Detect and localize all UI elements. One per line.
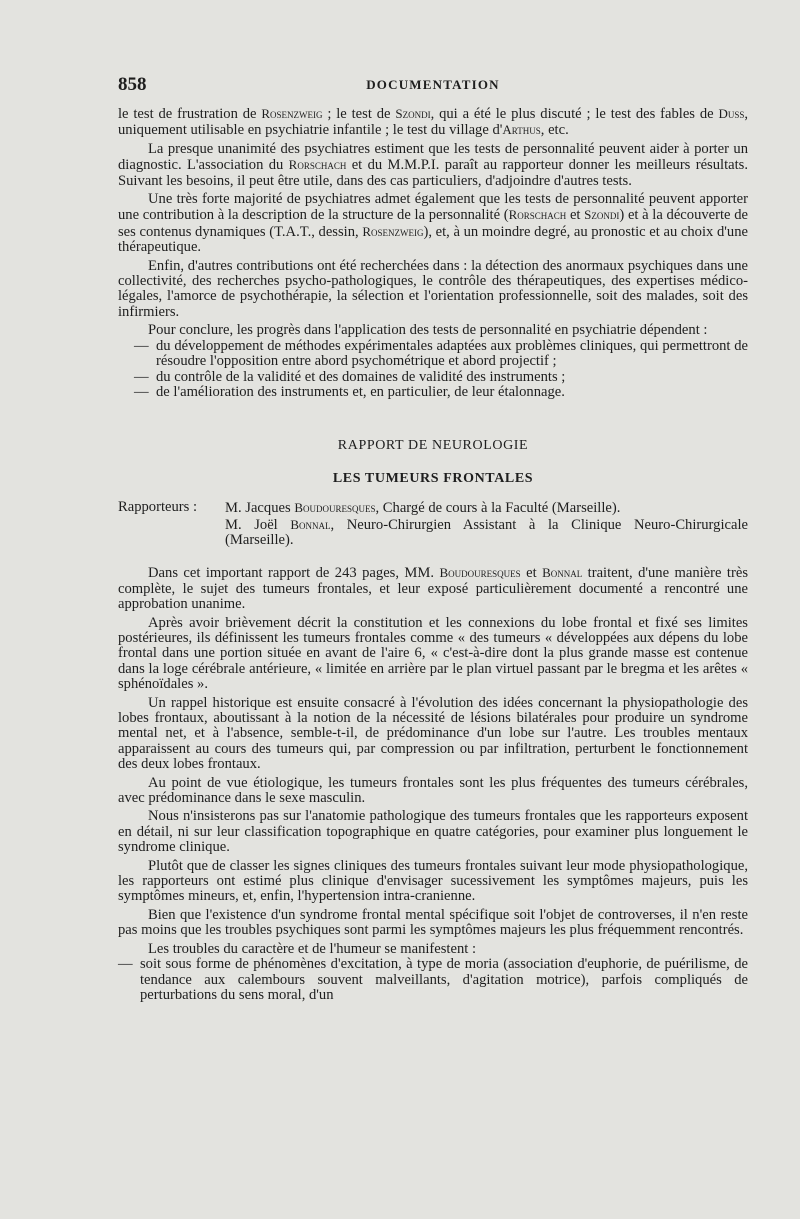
author-name: Boudouresques bbox=[439, 565, 521, 581]
paragraph-unanimity: La presque unanimité des psychiatres estiment que les tests de personnalité peuvent aider à porter un diagnostic. L'association du Rorschach et du M.M.P.I. paraît au rapporteur donner les meilleurs résultats. Suivant les besoins, il peut être utile, dans des cas particuliers, d'adjoindre d'autres tests. bbox=[118, 140, 748, 189]
section-title: RAPPORT DE NEUROLOGIE bbox=[337, 438, 529, 454]
running-title: DOCUMENTATION bbox=[366, 77, 500, 92]
page-number: 858 bbox=[118, 74, 147, 95]
author-name: Duss bbox=[718, 106, 745, 121]
author-name: Bonnal bbox=[290, 516, 331, 532]
author-name: Boudouresques bbox=[294, 500, 376, 516]
body-text bbox=[118, 106, 748, 1003]
author-name: Arthus bbox=[502, 122, 541, 138]
list-item: — du contrôle de la validité et des domaines de validité des instruments ; bbox=[118, 370, 748, 385]
rapporteurs-block bbox=[118, 500, 748, 548]
paragraph-etiology: Au point de vue étiologique, les tumeurs frontales sont les plus fréquentes des tumeurs cérébrales, avec prédominance dans le sexe masculin. bbox=[118, 774, 748, 807]
list-item: — de l'amélioration des instruments et, en particulier, de leur étalonnage. bbox=[118, 385, 748, 400]
author-name: Rosenzweig bbox=[362, 223, 424, 239]
paragraph-report-summary: Dans cet important rapport de 243 pages, MM. Boudouresques et Bonnal traitent, d'une manière très complète, le sujet des tumeurs frontales, et leur exposé particulièrement documenté a rencontré une approbation unanime. bbox=[118, 565, 748, 613]
troubles-list bbox=[118, 957, 748, 1003]
paragraph-mental-syndrome: Bien que l'existence d'un syndrome frontal mental spécifique soit l'objet de controverses, il n'en reste pas moins que les troubles psychiques sont parmi les symptômes majeurs les plus fréquemment rencontrés. bbox=[118, 906, 748, 939]
list-item: — soit sous forme de phénomènes d'excitation, à type de moria (association d'euphorie, de puérilisme, de tendance aux calembours souvent malveillants, d'agitation motrice), parfois compliqués de perturbations du sens moral, d'un bbox=[118, 957, 748, 1003]
author-name: Rorschach bbox=[288, 157, 347, 173]
page-header bbox=[118, 74, 748, 98]
list-item: — du développement de méthodes expérimentales adaptées aux problèmes cliniques, qui permettront de résoudre l'opposition entre abord psychométrique et abord projectif ; bbox=[118, 339, 748, 370]
author-name: Bonnal bbox=[542, 565, 583, 581]
paragraph-character-troubles: Les troubles du caractère et de l'humeur se manifestent : bbox=[148, 940, 477, 957]
paragraph-other-contributions: Enfin, d'autres contributions ont été recherchées dans : la détection des anormaux psychiques dans une collectivité, des recherches psycho-pathologiques, le contrôle des thérapeutiques, des expertises médico-légales, l'amorce de psychothérapie, la sélection et l'orientation professionnelle, soit des malades, soit des infirmiers. bbox=[118, 257, 748, 320]
subsection-title: LES TUMEURS FRONTALES bbox=[332, 470, 534, 486]
author-name: Rorschach bbox=[508, 207, 567, 223]
author-name: Szondi bbox=[395, 106, 431, 121]
paragraph-majority: Une très forte majorité de psychiatres admet également que les tests de personnalité peuvent apporter une contribution à la description de la structure de la personnalité (Rorschach et Szondi) et à la découverte de ses contenus dynamiques (T.A.T., dessin, Rosenzweig), et, à un moindre degré, au pronostic et au choix d'une thérapeutique. bbox=[118, 191, 748, 256]
paragraph-conclusion: Pour conclure, les progrès dans l'application des tests de personnalité en psychiatrie dépendent : bbox=[148, 322, 708, 339]
paragraph-definition: Après avoir brièvement décrit la constitution et les connexions du lobe frontal et fixé ses limites postérieures, ils définissent les tumeurs frontales comme « des tumeurs « développées aux dépens du lobe frontal dans une portion située en avant de l'aire 6, « c'est-à-dire dont la plus grande masse est contenue dans la loge cérébrale antérieure, « limitée en arrière par le plan virtuel passant par le bregma et les arêtes « sphénoïdales ». bbox=[118, 614, 748, 693]
paragraph-tests-list: le test de frustration de Rosenzweig ; le test de Szondi, qui a été le plus discuté ; le test des fables de Duss, uniquement utilisable en psychiatrie infantile ; le test du village d'Arthus, etc. bbox=[118, 106, 748, 139]
author-name: Szondi bbox=[584, 207, 620, 223]
conclusion-list bbox=[118, 339, 748, 401]
paragraph-clinical-signs: Plutôt que de classer les signes cliniques des tumeurs frontales suivant leur mode physiopathologique, les rapporteurs ont estimé plus clinique d'envisager sucessivement les symptômes majeurs, puis les symptômes mineurs, et, enfin, l'hypertension intra-cranienne. bbox=[118, 857, 748, 905]
rapporteurs-label: Rapporteurs : bbox=[118, 499, 198, 516]
paragraph-anatomy: Nous n'insisterons pas sur l'anatomie pathologique des tumeurs frontales que les rapporteurs exposent en détail, ni sur leur classification topographique en quatre catégories, pour examiner plus longuement le syndrome clinique. bbox=[118, 808, 748, 856]
paragraph-history: Un rappel historique est ensuite consacré à l'évolution des idées concernant la physiopathologie des lobes frontaux, aboutissant à la notion de la nécessité de lésions bilatérales pour produire un syndrome mental net, et à l'absence, semble-t-il, de prédominance d'un lobe sur l'autre. Les troubles mentaux apparaissent au cours des tumeurs qui, par compression ou par infiltration, perturbent le fonctionnement des deux lobes frontaux. bbox=[118, 694, 748, 773]
rapporteur-2: M. Joël Bonnal, Neuro-Chirurgien Assistant à la Clinique Neuro-Chirurgicale (Marseille). bbox=[225, 516, 748, 548]
rapporteur-1: M. Jacques Boudouresques, Chargé de cours à la Faculté (Marseille). bbox=[225, 500, 621, 517]
author-name: Rosenzweig bbox=[261, 106, 323, 121]
